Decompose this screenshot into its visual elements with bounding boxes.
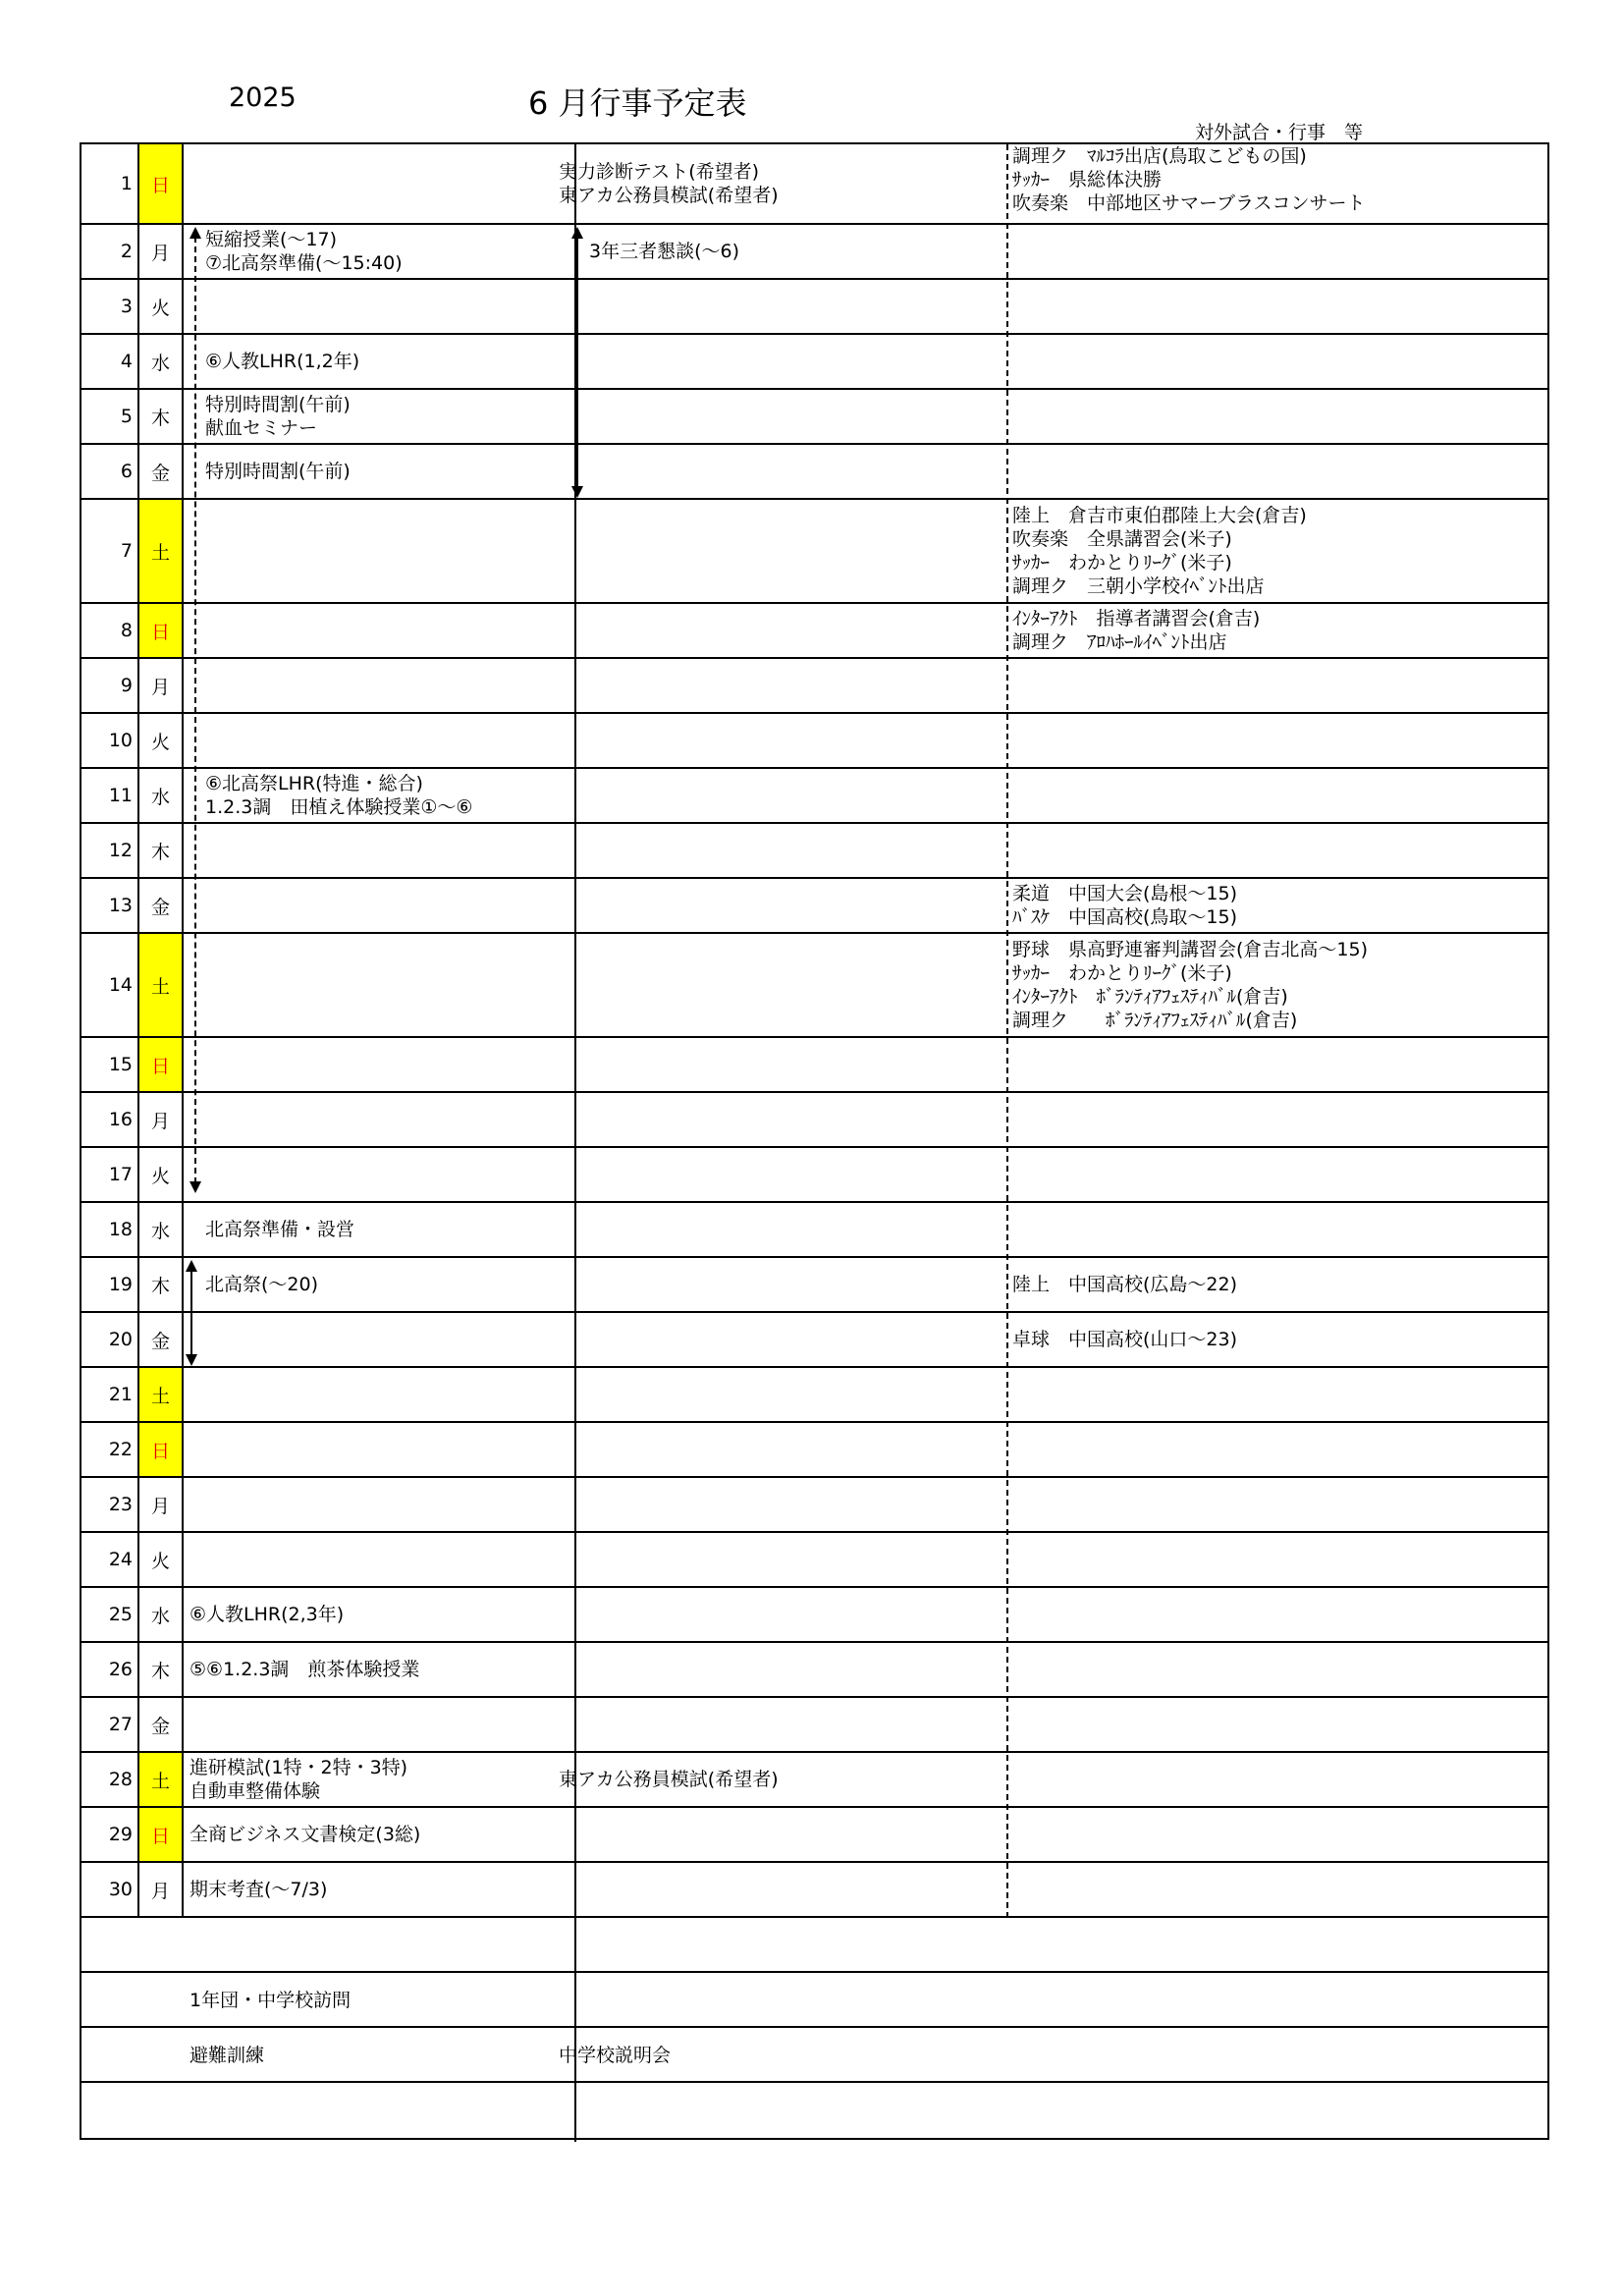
weekday-cell: 土 [137,1368,184,1421]
weekday-cell: 水 [137,1588,184,1641]
day-row [81,1533,1547,1588]
weekday-cell: 日 [137,1038,184,1091]
footer-text-secondary: 中学校説明会 [559,2045,672,2066]
activity-text: 北高祭準備・設営 [205,1219,355,1240]
activity-text: ⑥人教LHR(1,2年) [205,351,360,372]
activity-text-secondary: 実力診断テスト(希望者) [559,161,760,183]
external-event-text: 調理ク 三朝小学校ｲﾍﾞﾝﾄ出店 [1012,575,1265,597]
range-arrow-short-classes-head-up [189,227,201,239]
day-row [81,1643,1547,1698]
day-number: 9 [120,675,133,696]
weekday-cell: 日 [137,1808,184,1861]
weekday-cell: 金 [137,879,184,932]
weekday-cell: 土 [137,500,184,602]
weekday-cell: 月 [137,1478,184,1531]
footer-text: 避難訓練 [189,2045,265,2066]
day-number: 4 [120,351,133,372]
footer-row [81,2028,1547,2083]
day-row [81,1038,1547,1093]
column-divider-external [1006,144,1008,1918]
day-row [81,879,1547,934]
weekday-cell: 月 [137,225,184,278]
external-event-text: 調理ク ﾎﾞﾗﾝﾃｨｱﾌｪｽﾃｨﾊﾞﾙ(倉吉) [1012,1010,1298,1031]
day-row [81,1203,1547,1258]
range-arrow-short-classes [194,237,196,1183]
weekday-cell: 火 [137,1533,184,1586]
day-number: 7 [120,540,133,562]
external-event-text: ｲﾝﾀｰｱｸﾄ 指導者講習会(倉吉) [1012,608,1261,629]
day-row [81,225,1547,280]
external-event-text: 調理ク ﾏﾙｺﾗ出店(鳥取こどもの国) [1012,145,1307,167]
external-event-text: ﾊﾞｽｹ 中国高校(鳥取～15) [1012,906,1238,928]
activity-text: 特別時間割(午前) [205,394,351,415]
day-row [81,1808,1547,1863]
footer-row [81,2083,1547,2138]
day-row [81,824,1547,879]
day-row [81,1588,1547,1643]
external-event-text: 陸上 中国高校(広島～22) [1012,1274,1238,1295]
range-arrow-short-classes-head-down [189,1181,201,1193]
day-number: 26 [108,1659,133,1680]
footer-row [81,1973,1547,2028]
activity-text: 期末考査(～7/3) [189,1879,328,1900]
activity-text: 進研模試(1特・2特・3特) [189,1757,408,1778]
weekday-cell: 月 [137,1863,184,1916]
weekday-cell: 日 [137,1423,184,1476]
weekday-cell: 土 [137,934,184,1036]
page-title: 6 月行事予定表 [528,84,747,122]
day-number: 24 [108,1549,133,1570]
weekday-cell: 日 [137,604,184,657]
day-row [81,659,1547,714]
day-number: 11 [108,785,133,806]
range-arrow-conference-head-up [571,227,583,239]
day-number: 10 [108,730,133,751]
external-event-text: ｻｯｶｰ わかとりﾘｰｸﾞ(米子) [1012,962,1232,984]
day-number: 19 [108,1274,133,1295]
day-row [81,1313,1547,1368]
day-number: 8 [120,620,133,641]
weekday-cell: 金 [137,1698,184,1751]
day-number: 20 [108,1329,133,1350]
day-number: 17 [108,1164,133,1185]
day-number: 18 [108,1219,133,1240]
footer-text: 1年団・中学校訪問 [189,1990,352,2011]
year-label: 2025 [229,82,297,113]
external-event-text: 卓球 中国高校(山口～23) [1012,1329,1238,1350]
external-event-text: 吹奏楽 中部地区サマーブラスコンサート [1012,192,1366,214]
external-event-text: 吹奏楽 全県講習会(米子) [1012,528,1232,550]
day-number: 30 [108,1879,133,1900]
weekday-cell: 木 [137,1643,184,1696]
range-arrow-festival-head-down [186,1354,197,1366]
weekday-cell: 水 [137,769,184,822]
activity-text: 献血セミナー [205,417,318,439]
day-number: 2 [120,241,133,262]
day-number: 28 [108,1769,133,1790]
day-number: 22 [108,1439,133,1460]
day-row [81,604,1547,659]
day-number: 25 [108,1604,133,1625]
day-row [81,1093,1547,1148]
day-row [81,500,1547,604]
day-number: 6 [120,461,133,482]
day-number: 14 [108,974,133,996]
external-event-text: ｻｯｶｰ 県総体決勝 [1012,169,1163,191]
day-number: 29 [108,1824,133,1845]
day-number: 1 [120,173,133,194]
day-number: 23 [108,1494,133,1515]
weekday-cell: 日 [137,144,184,223]
day-row [81,1753,1547,1808]
activity-text: 北高祭(～20) [205,1274,319,1295]
day-row [81,1478,1547,1533]
activity-text: ⑥人教LHR(2,3年) [189,1604,345,1625]
day-row [81,1258,1547,1313]
day-row [81,1698,1547,1753]
weekday-cell: 木 [137,1258,184,1311]
weekday-cell: 水 [137,335,184,388]
activity-text-secondary: 東アカ公務員模試(希望者) [559,1769,779,1790]
weekday-cell: 火 [137,714,184,767]
day-row [81,1863,1547,1918]
activity-text: ⑤⑥1.2.3調 煎茶体験授業 [189,1659,420,1680]
day-row [81,445,1547,500]
day-row [81,144,1547,225]
external-event-text: ｲﾝﾀｰｱｸﾄ ﾎﾞﾗﾝﾃｨｱﾌｪｽﾃｨﾊﾞﾙ(倉吉) [1012,986,1288,1008]
day-row [81,714,1547,769]
day-row [81,934,1547,1038]
weekday-cell: 水 [137,1203,184,1256]
weekday-cell: 火 [137,280,184,333]
range-arrow-festival [190,1270,192,1356]
day-row [81,390,1547,445]
activity-text: 自動車整備体験 [189,1780,321,1802]
weekday-cell: 月 [137,1093,184,1146]
activity-text-secondary: 3年三者懇談(～6) [589,241,740,262]
external-event-text: ｻｯｶｰ わかとりﾘｰｸﾞ(米子) [1012,552,1232,574]
activity-text: ⑥北高祭LHR(特進・総合) [205,773,423,794]
weekday-cell: 金 [137,445,184,498]
weekday-cell: 木 [137,390,184,443]
weekday-cell: 月 [137,659,184,712]
day-row [81,1148,1547,1203]
day-number: 21 [108,1384,133,1405]
day-number: 15 [108,1054,133,1075]
day-row [81,1423,1547,1478]
weekday-cell: 火 [137,1148,184,1201]
column3-title: 対外試合・行事 等 [1195,122,1364,143]
activity-text-secondary: 東アカ公務員模試(希望者) [559,185,779,206]
external-event-text: 柔道 中国大会(島根～15) [1012,883,1238,904]
weekday-cell: 金 [137,1313,184,1366]
day-number: 12 [108,840,133,861]
range-arrow-festival-head-up [186,1260,197,1272]
day-number: 13 [108,895,133,916]
external-event-text: 調理ク ｱﾛﾊﾎｰﾙｲﾍﾞﾝﾄ出店 [1012,631,1227,653]
range-arrow-conference-head-down [571,486,583,498]
weekday-cell: 土 [137,1753,184,1806]
activity-text: 特別時間割(午前) [205,461,351,482]
weekday-cell: 木 [137,824,184,877]
day-row [81,280,1547,335]
footer-row [81,1918,1547,1973]
activity-text: ⑦北高祭準備(～15:40) [205,252,403,274]
external-event-text: 野球 県高野連審判講習会(倉吉北高～15) [1012,939,1369,960]
day-row [81,335,1547,390]
activity-text: 1.2.3調 田植え体験授業①～⑥ [205,796,473,818]
schedule-table [80,142,1549,2140]
day-row [81,1368,1547,1423]
activity-text: 全商ビジネス文書検定(3総) [189,1824,421,1845]
day-row [81,769,1547,824]
day-number: 3 [120,296,133,317]
day-number: 27 [108,1714,133,1735]
external-event-text: 陸上 倉吉市東伯郡陸上大会(倉吉) [1012,505,1307,526]
day-number: 5 [120,406,133,427]
activity-text: 短縮授業(～17) [205,229,338,250]
day-number: 16 [108,1109,133,1130]
range-arrow-conference [576,237,578,488]
